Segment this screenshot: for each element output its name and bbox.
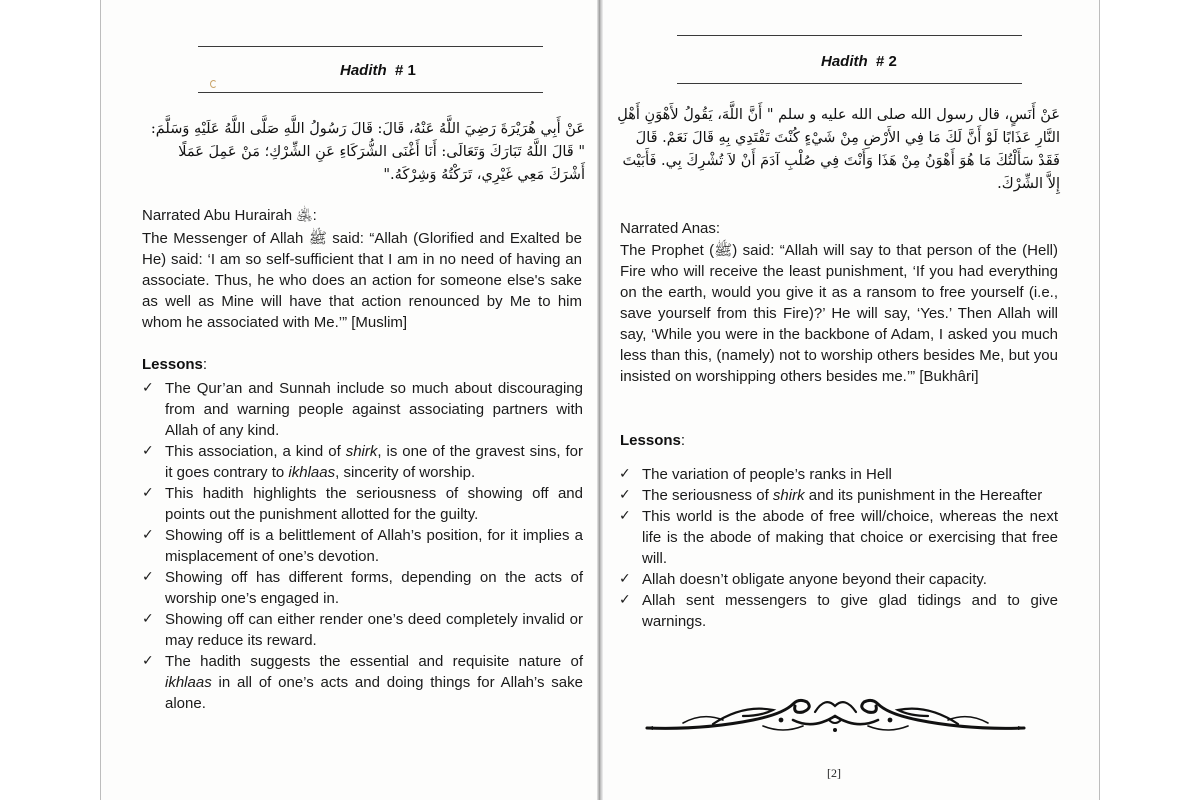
lessons-heading [620, 432, 685, 449]
checkmark-icon: ✓ [142, 611, 154, 627]
lesson-item [140, 651, 583, 714]
hadith-title [821, 53, 897, 70]
arabic-hadith-text: عَنْ أَنَسٍ، قال رسول الله صلى الله عليه و سلم " أَنَّ اللَّهَ، يَقُولُ لأَهْوَنِ أَهْلِ النَّارِ عَذَابًا لَوْ أَنَّ لَكَ مَا فِي الأَرْضِ مِنْ شَيْءٍ كُنْتَ تَفْتَدِي بِهِ قَالَ نَعَمْ. قَالَ فَقَدْ سَأَلْتُكَ مَا هُوَ أَهْوَنُ مِنْ هَذَا وَأَنْتَ فِي صُلْبِ آدَمَ أَنْ لاَ تُشْرِكَ بِي. فَأَبَيْتَ إِلاَّ الشِّرْكَ. [617, 107, 1060, 192]
lesson-item [617, 464, 1058, 485]
hadith-title-label: Hadith [340, 62, 387, 79]
checkmark-icon: ✓ [619, 592, 631, 608]
lesson-text: This association, a kind of [165, 443, 346, 460]
narrator-line: Narrated Anas: [620, 220, 721, 237]
hadith-number: # 1 [395, 62, 416, 79]
hadith-title-label: Hadith [821, 53, 868, 70]
top-rule [198, 46, 543, 47]
lessons-heading [142, 356, 207, 373]
lesson-text: This world is the abode of free will/choice, whereas the next life is the abode of making that choice or exercising that free will. [642, 508, 1058, 567]
lesson-item [617, 569, 1058, 590]
lesson-text: Allah doesn’t obligate anyone beyond their capacity. [642, 571, 987, 588]
left-page [140, 0, 585, 800]
lesson-text: The hadith suggests the essential and requisite nature of [165, 653, 583, 670]
title-underline-rule [677, 83, 1022, 84]
lesson-item [140, 567, 583, 609]
lesson-italic-term: ikhlaas [165, 674, 212, 691]
lessons-heading-colon: : [680, 432, 686, 449]
lesson-italic-term: ikhlaas [288, 464, 336, 481]
checkmark-icon: ✓ [619, 487, 631, 503]
lesson-item [140, 378, 583, 441]
lesson-text: The variation of people’s ranks in Hell [642, 466, 892, 483]
checkmark-icon: ✓ [619, 571, 631, 587]
checkmark-icon: ✓ [619, 508, 631, 524]
checkmark-icon: ✓ [142, 380, 154, 396]
page-number: [2] [827, 766, 841, 780]
checkmark-icon: ✓ [142, 653, 154, 669]
lesson-italic-term: shirk [345, 443, 378, 460]
lesson-item [617, 506, 1058, 569]
checkmark-icon: ✓ [142, 443, 154, 459]
lesson-text: This hadith highlights the seriousness of showing off and points out the punishment allotted for the guilty. [165, 485, 583, 523]
book-gutter [597, 0, 603, 800]
checkmark-icon: ✓ [142, 569, 154, 585]
lesson-text: , is one of the gravest sins, for it goes contrary to [165, 443, 583, 481]
lesson-item [140, 609, 583, 651]
paper-smudge [210, 80, 217, 88]
lesson-text: , sincerity of worship. [335, 464, 476, 481]
narrator-line: Narrated Abu Hurairah ﵁: [142, 207, 317, 224]
lessons-heading-label: Lessons [142, 356, 203, 373]
lessons-list [617, 464, 1058, 632]
lesson-text: Showing off has different forms, depending on the acts of worship one’s engaged in. [165, 569, 583, 607]
hadith-number: # 2 [876, 53, 897, 70]
title-underline-rule [198, 92, 543, 93]
lesson-text: and its punishment in the Hereafter [804, 487, 1043, 504]
lesson-item [140, 525, 583, 567]
right-page [615, 0, 1060, 800]
lesson-text: Allah sent messengers to give glad tidings and to give warnings. [642, 592, 1058, 630]
lesson-text: Showing off can either render one’s deed completely invalid or may reduce its reward. [165, 611, 583, 649]
lessons-heading-colon: : [202, 356, 208, 373]
narration-text: The Messenger of Allah ﷺ said: “Allah (Glorified and Exalted be He) said: ‘I am so self-sufficient that I am in no need of having an associate. Thus, he who does an action for someone else's sake as well as Mine will have that action renounced by Me to him whom he associated with Me.’” [Muslim] [142, 230, 582, 331]
lesson-item [140, 483, 583, 525]
top-rule [677, 35, 1022, 36]
lesson-text: Showing off is a belittlement of Allah’s position, for it implies a misplacement of one’s devotion. [165, 527, 583, 565]
lesson-item [617, 485, 1058, 506]
arabic-hadith-text: عَنْ أَبِي هُرَيْرَةَ رَضِيَ اللَّهُ عَنْهُ، قَالَ: قَالَ رَسُولُ اللَّهِ صَلَّى اللَّهُ عَلَيْهِ وَسَلَّمَ: " قَالَ اللَّهُ تَبَارَكَ وَتَعَالَى: أَنَا أَغْنَى الشُّرَكَاءِ عَنِ الشِّرْكِ؛ مَنْ عَمِلَ عَمَلًا أَشْرَكَ مَعِي غَيْرِي، تَرَكْتُهُ وَشِرْكَهُ." [150, 121, 585, 183]
lesson-text: The Qur’an and Sunnah include so much about discouraging from and warning people against associating partners with Allah of any kind. [165, 380, 583, 439]
lessons-list [140, 378, 583, 714]
checkmark-icon: ✓ [142, 485, 154, 501]
narration-text: The Prophet (ﷺ) said: “Allah will say to that person of the (Hell) Fire who will receive the least punishment, ‘If you had everything on the earth, would you give it as a ransom to free yourself (i.e., save yourself from this Fire)?’ He will say, ‘Yes.’ Then Allah will say, ‘While you were in the backbone of Adam, I asked you much less than this, (namely) not to worship others besides Me, but you insisted on worshipping others besides me.’” [Bukhâri] [620, 242, 1058, 385]
checkmark-icon: ✓ [619, 466, 631, 482]
checkmark-icon: ✓ [142, 527, 154, 543]
lesson-text: in all of one’s acts and doing things for Allah’s sake alone. [165, 674, 583, 712]
lessons-heading-label: Lessons [620, 432, 681, 449]
lesson-item [140, 441, 583, 483]
calligraphic-flourish-ornament-icon [643, 690, 1028, 738]
lesson-text: The seriousness of [642, 487, 773, 504]
hadith-title [340, 62, 416, 79]
lesson-italic-term: shirk [772, 487, 805, 504]
lesson-item [617, 590, 1058, 632]
